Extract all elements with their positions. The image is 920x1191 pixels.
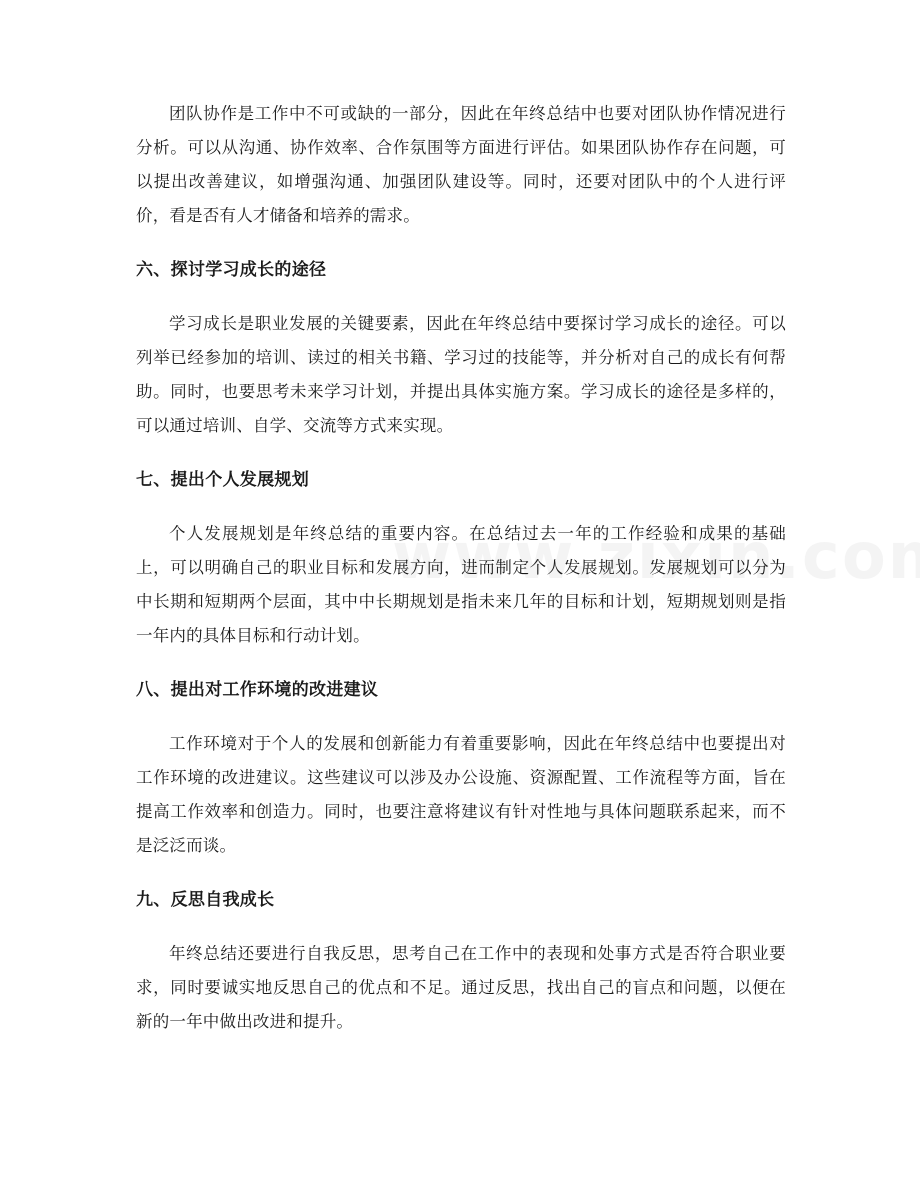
document-body: [136, 97, 786, 1039]
spacer: [136, 233, 786, 253]
section-6-heading: 六、探讨学习成长的途径: [136, 260, 327, 280]
section-8-paragraph: 工作环境对于个人的发展和创新能力有着重要影响，因此在年终总结中也要提出对工作环境的改进建议。这些建议可以涉及办公设施、资源配置、工作流程等方面，旨在提高工作效率和创造力。同时，也要注意将建议有针对性地与具体问题联系起来，而不是泛泛而谈。: [136, 734, 786, 855]
section-9-heading: 九、反思自我成长: [136, 890, 275, 910]
spacer: [136, 287, 786, 307]
spacer: [136, 917, 786, 937]
spacer: [136, 863, 786, 883]
intro-paragraph: 团队协作是工作中不可或缺的一部分，因此在年终总结中也要对团队协作情况进行分析。可以从沟通、协作效率、合作氛围等方面进行评估。如果团队协作存在问题，可以提出改善建议，如增强沟通、加强团队建设等。同时，还要对团队中的个人进行评价，看是否有人才储备和培养的需求。: [136, 104, 786, 225]
spacer: [136, 653, 786, 673]
spacer: [136, 497, 786, 517]
section-7-heading: 七、提出个人发展规划: [136, 470, 309, 490]
section-6-paragraph: 学习成长是职业发展的关键要素，因此在年终总结中要探讨学习成长的途径。可以列举已经参加的培训、读过的相关书籍、学习过的技能等，并分析对自己的成长有何帮助。同时，也要思考未来学习计划，并提出具体实施方案。学习成长的途径是多样的，可以通过培训、自学、交流等方式来实现。: [136, 314, 786, 435]
section-9-paragraph: 年终总结还要进行自我反思，思考自己在工作中的表现和处事方式是否符合职业要求，同时要诚实地反思自己的优点和不足。通过反思，找出自己的盲点和问题，以便在新的一年中做出改进和提升。: [136, 944, 786, 1031]
spacer: [136, 443, 786, 463]
spacer: [136, 707, 786, 727]
section-7-paragraph: 个人发展规划是年终总结的重要内容。在总结过去一年的工作经验和成果的基础上，可以明确自己的职业目标和发展方向，进而制定个人发展规划。发展规划可以分为中长期和短期两个层面，其中中长期规划是指未来几年的目标和计划，短期规划则是指一年内的具体目标和行动计划。: [136, 524, 786, 645]
section-8-heading: 八、提出对工作环境的改进建议: [136, 680, 379, 700]
